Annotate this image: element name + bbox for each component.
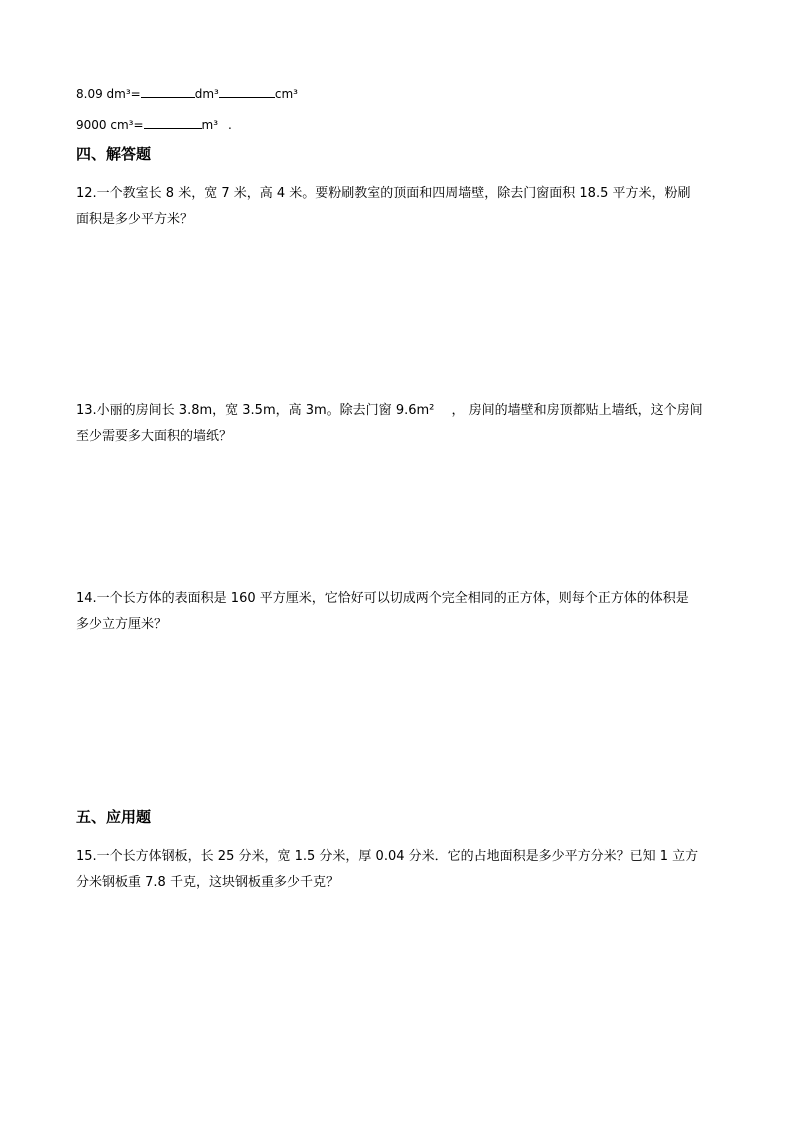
question-15-line-2: 分米钢板重 7.8 千克，这块钢板重多少千克？ <box>76 875 339 890</box>
answer-blank[interactable] <box>141 86 195 98</box>
question-14-line-1: 14.一个长方体的表面积是 160 平方厘米，它恰好可以切成两个完全相同的正方体，则每个正方体的体积是 <box>76 591 689 606</box>
question-12 <box>76 181 720 233</box>
section-4-heading: 四、解答题 <box>76 145 152 163</box>
answer-blank[interactable] <box>144 117 202 129</box>
fill-in-1-unit-2: cm³ <box>274 87 298 101</box>
question-14-line-2: 多少立方厘米？ <box>76 617 168 632</box>
fill-in-2-unit: m³ <box>201 118 219 132</box>
fill-in-1-unit-1: dm³ <box>194 87 219 101</box>
question-12-line-1: 12.一个教室长 8 米，宽 7 米，高 4 米。要粉刷教室的顶面和四周墙壁，除去门窗面积 18.5 平方米，粉刷 <box>76 186 691 201</box>
question-15 <box>76 844 720 896</box>
fill-in-line-1 <box>76 86 298 101</box>
fill-in-line-2 <box>76 117 232 132</box>
fill-in-2-period: . <box>228 118 232 132</box>
question-13-line-1: 13.小丽的房间长 3.8m，宽 3.5m，高 3m。除去门窗 9.6m² ， 房间的墙壁和房顶都贴上墙纸，这个房间 <box>76 403 703 418</box>
question-14 <box>76 586 720 638</box>
question-12-line-2: 面积是多少平方米？ <box>76 212 194 227</box>
fill-in-2-prefix: 9000 cm³= <box>76 118 144 132</box>
fill-in-1-prefix: 8.09 dm³= <box>76 87 141 101</box>
question-13 <box>76 398 720 450</box>
section-5-heading: 五、应用题 <box>76 808 152 826</box>
question-13-line-2: 至少需要多大面积的墙纸？ <box>76 429 233 444</box>
question-15-line-1: 15.一个长方体钢板，长 25 分米，宽 1.5 分米，厚 0.04 分米．它的占地面积是多少平方分米？已知 1 立方 <box>76 849 699 864</box>
answer-blank[interactable] <box>219 86 275 98</box>
